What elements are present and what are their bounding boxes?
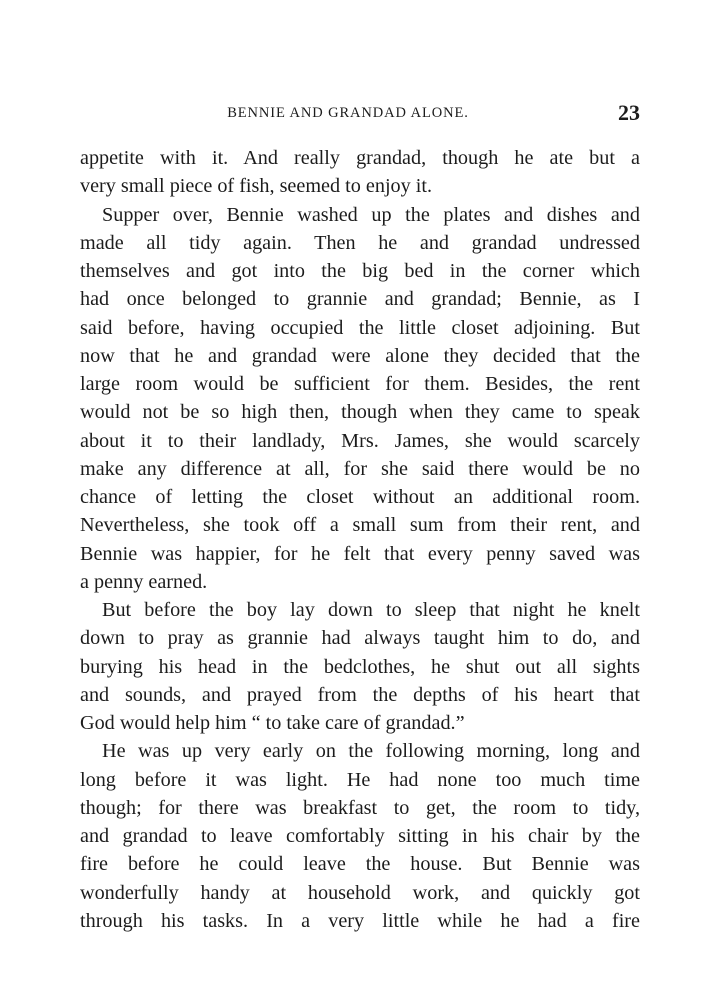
text-line: chance of letting the closet without an additional room.: [80, 486, 640, 508]
text-line: God would help him “ to take care of grandad.”: [80, 712, 465, 734]
text-line: long before it was light. He had none too much time: [80, 768, 640, 791]
text-line: and grandad to leave comfortably sitting in his chair by the: [80, 825, 640, 847]
text-line: Bennie was happier, for he felt that every penny saved was: [80, 542, 640, 565]
text-line: a penny earned.: [80, 570, 208, 593]
text-line: made all tidy again. Then he and grandad undressed: [80, 231, 640, 254]
text-line: Nevertheless, she took off a small sum from their rent, and: [80, 514, 640, 537]
text-line: through his tasks. In a very little while he had a fire: [80, 909, 640, 932]
text-line: and sounds, and prayed from the depths of his heart that: [80, 683, 640, 706]
running-head: [80, 102, 640, 130]
text-line: burying his head in the bedclothes, he shut out all sights: [80, 655, 640, 678]
text-line: down to pray as grannie had always taught him to do, and: [80, 627, 640, 650]
text-line: wonderfully handy at household work, and quickly got: [80, 881, 640, 904]
text-line: had once belonged to grannie and grandad; Bennie, as I: [80, 288, 640, 311]
text-line: very small piece of fish, seemed to enjoy it.: [80, 175, 433, 198]
text-line: would not be so high then, though when they came to speak: [80, 401, 640, 424]
text-line: fire before he could leave the house. But Bennie was: [80, 853, 640, 876]
text-line: make any difference at all, for she said there would be no: [80, 457, 640, 480]
text-line: about it to their landlady, Mrs. James, she would scarcely: [80, 429, 640, 452]
text-line: now that he and grandad were alone they decided that the: [80, 344, 640, 367]
page-number: 23: [618, 100, 640, 125]
text-line: large room would be sufficient for them. Besides, the rent: [80, 373, 640, 395]
body-text: [80, 144, 640, 935]
text-line: He was up very early on the following morning, long and: [102, 740, 640, 763]
text-line: But before the boy lay down to sleep that night he knelt: [102, 599, 640, 621]
text-line: Supper over, Bennie washed up the plates and dishes and: [102, 203, 640, 226]
paragraph: [80, 201, 640, 597]
paragraph: [80, 737, 640, 935]
paragraph: [80, 596, 640, 737]
paragraph: [80, 144, 640, 201]
text-line: though; for there was breakfast to get, the room to tidy,: [80, 796, 640, 819]
running-title: BENNIE AND GRANDAD ALONE.: [227, 105, 469, 121]
text-line: said before, having occupied the little closet adjoining. But: [80, 316, 640, 339]
text-line: themselves and got into the big bed in the corner which: [80, 260, 640, 282]
text-line: appetite with it. And really grandad, though he ate but a: [80, 147, 640, 169]
